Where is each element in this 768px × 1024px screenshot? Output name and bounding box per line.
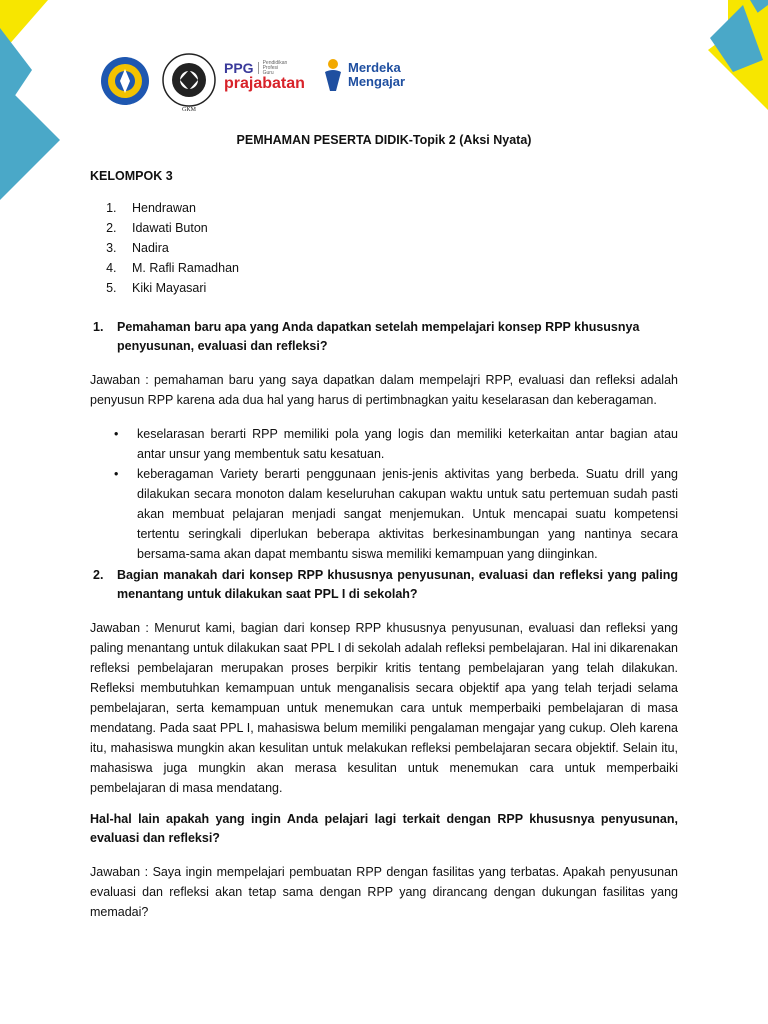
svg-text:GKM: GKM [181, 107, 197, 112]
question-number: 2. [93, 568, 104, 582]
bullet-symbol: • [114, 427, 119, 441]
unm-logo-icon [160, 52, 218, 117]
member-list [90, 198, 239, 298]
bullet-text: keselarasan berarti RPP memiliki pola yang logis dan memiliki keterkaitan antar bagian atau antar unsur yang membentuk satu kesatuan. [137, 427, 678, 461]
prajabatan-label: prajabatan [224, 75, 305, 92]
bullet-text: keberagaman Variety berarti penggunaan jenis-jenis aktivitas yang berbeda. Suatu drill yang dilakukan secara monoton dalam keseluruhan cakupan waktu untuk satu pertemuan sudah pasti akan membuat pelajaran menjadi sangat menjemukan. Untuk mencapai suatu kompetensi tertentu seringkali diperlukan beberapa aktivitas berkesinambungan yang nantinya secara bersama-sama akan dapat membantu siswa memiliki kemampuan yang diinginkan. [137, 467, 678, 561]
answer-3: Jawaban : Saya ingin mempelajari pembuatan RPP dengan fasilitas yang terbatas. Apakah penyusunan evaluasi dan refleksi akan tetap sama dengan RPP yang dirancang dengan dukungan fasilitas yang memadai? [90, 865, 678, 919]
answer-2: Jawaban : Menurut kami, bagian dari konsep RPP khususnya penyusunan, evaluasi dan refleksi yang paling menantang untuk dilakukan saat PPL I di sekolah adalah refleksi pembelajaran. Hal ini dikarenakan refleksi pembelajaran merupakan proses berpikir kritis tentang pembelajaran yang telah dilakukan. Refleksi membutuhkan kemampuan untuk menganalisis secara objektif apa yang telah terjadi selama pembelajaran, serta kemampuan untuk menemukan cara untuk memperbaiki pembelajaran di masa mendatang. Pada saat PPL I, mahasiswa belum memiliki pengalaman mengajar yang cukup. Oleh karena itu, mahasiswa mungkin akan kesulitan untuk melakukan refleksi pembelajaran secara objektif. Selain itu, mahasiswa juga mungkin akan merasa kesulitan untuk menemukan cara untuk memperbaiki pembelajaran di masa mendatang. [90, 621, 678, 795]
bullet-symbol: • [114, 467, 119, 481]
question-text: Pemahaman baru apa yang Anda dapatkan setelah mempelajari konsep RPP khususnya penyusunan, evaluasi dan refleksi? [117, 320, 640, 353]
merdeka-mengajar-icon [322, 58, 344, 92]
list-item: 2. Idawati Buton [120, 218, 239, 238]
kemdikbud-logo-icon [100, 55, 150, 112]
question-1 [90, 318, 678, 356]
mengajar-label: Mengajar [348, 74, 406, 89]
question-2 [90, 566, 678, 604]
list-item: 5. Kiki Mayasari [120, 278, 239, 298]
list-item: 1. Hendrawan [120, 198, 239, 218]
ppg-label: PPG [224, 60, 254, 76]
document-title: PEMHAMAN PESERTA DIDIK-Topik 2 (Aksi Nyata) [236, 133, 532, 147]
list-item: 3. Nadira [120, 238, 239, 258]
ppg-prajabatan-logo: PPG Pendidikan Profesi Guru prajabatan [224, 60, 314, 92]
question-text: Bagian manakah dari konsep RPP khususnya penyusunan, evaluasi dan refleksi yang paling menantang untuk dilakukan saat PPL I di sekolah? [117, 568, 678, 601]
right-corner-decoration [688, 0, 768, 130]
question-number: 1. [93, 320, 104, 334]
answer-1: Jawaban : pemahaman baru yang saya dapatkan dalam mempelajri RPP, evaluasi dan refleksi adalah penyusun RPP karena ada dua hal yang harus di pertimbnagkan yaitu keselarasan dan keberagaman. [90, 373, 678, 407]
question-3: Hal-hal lain apakah yang ingin Anda pelajari lagi terkait dengan RPP khususnya penyusunan, evaluasi dan refleksi? [90, 812, 678, 845]
merdeka-label: Merdeka [348, 60, 401, 75]
group-name: KELOMPOK 3 [90, 169, 173, 183]
answer-1-bullets [90, 424, 678, 564]
bullet-item [114, 464, 678, 564]
bullet-item [114, 424, 678, 464]
list-item: 4. M. Rafli Ramadhan [120, 258, 239, 278]
